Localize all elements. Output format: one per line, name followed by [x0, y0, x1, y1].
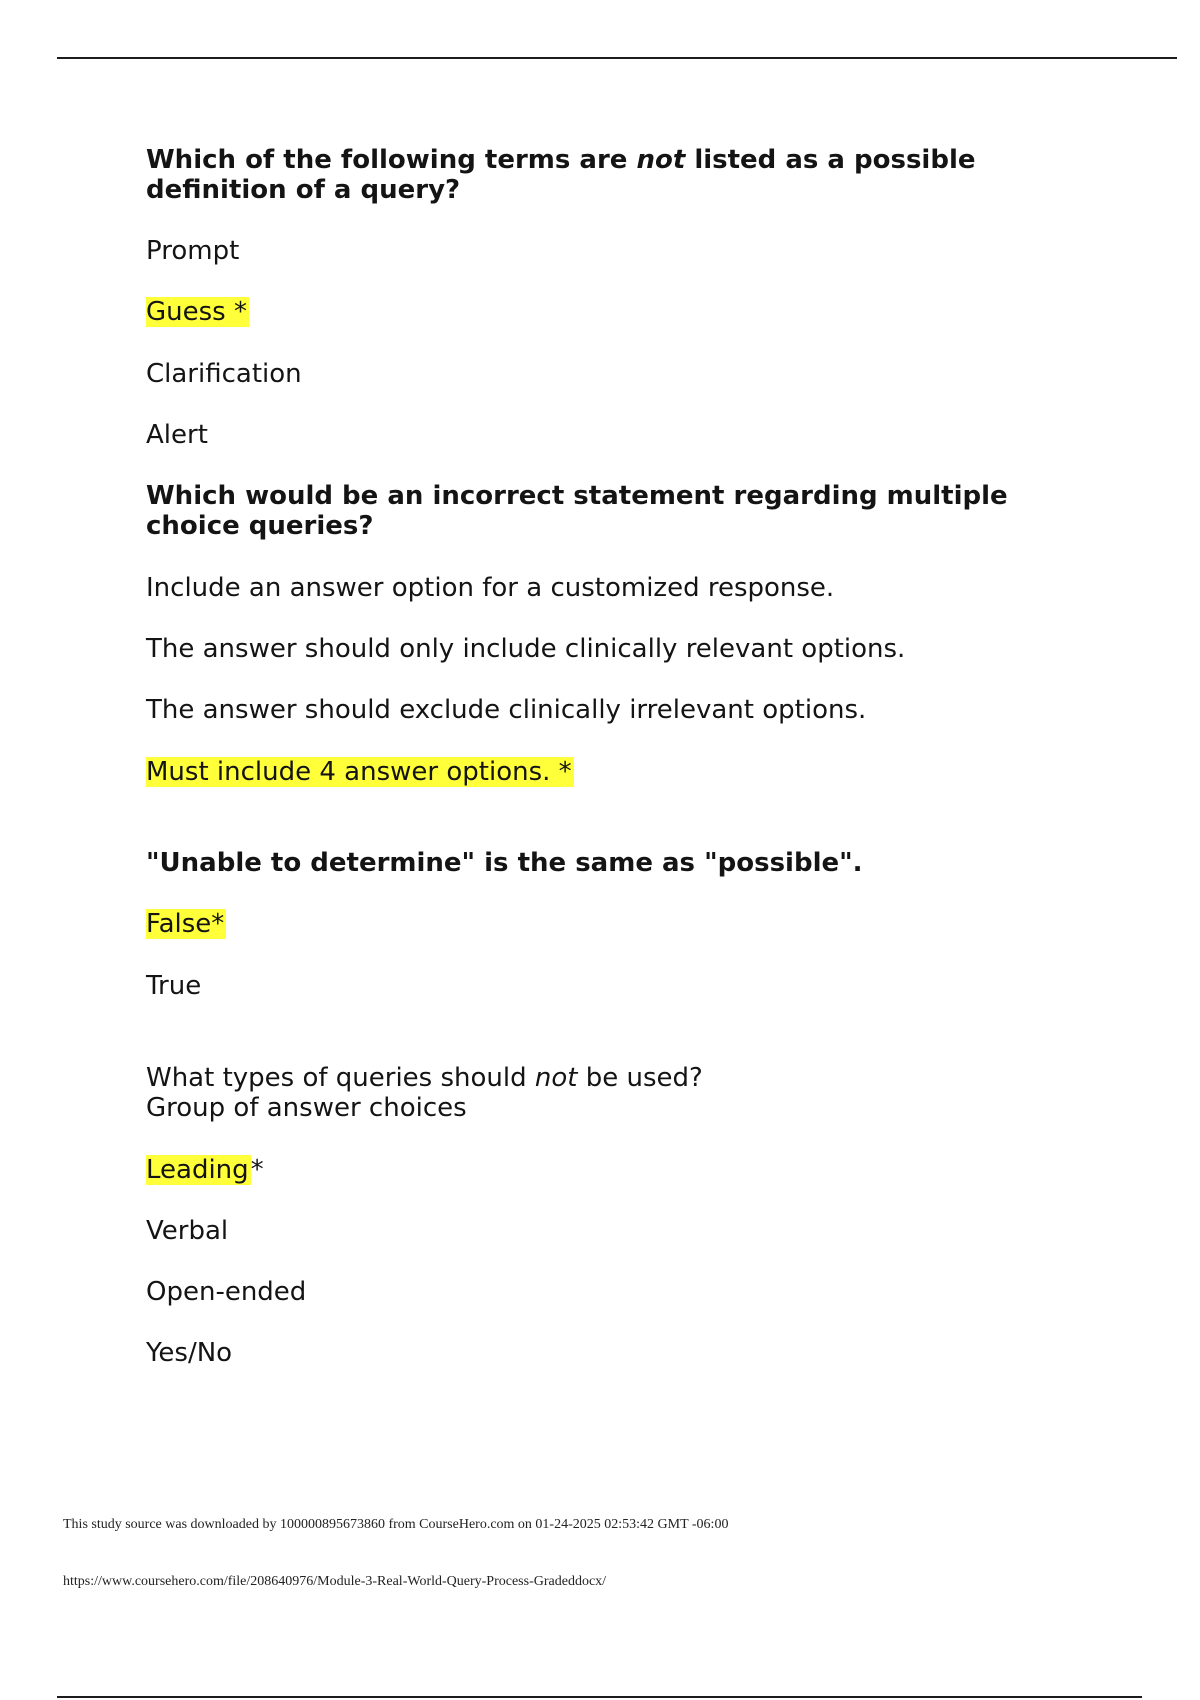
- question-2-option-3: The answer should exclude clinically irrelevant options.: [146, 695, 867, 725]
- question-1-option-4: Alert: [146, 420, 208, 450]
- question-3-prompt: "Unable to determine" is the same as "possible".: [146, 848, 863, 878]
- question-4-option-3: Open-ended: [146, 1277, 307, 1307]
- question-2-prompt: Which would be an incorrect statement regarding multiple choice queries?: [146, 481, 1008, 541]
- question-2-option-2: The answer should only include clinically relevant options.: [146, 634, 906, 664]
- answer-highlight: Leading: [146, 1155, 249, 1185]
- answer-highlight: Guess *: [146, 297, 247, 327]
- question-3-option-1: [146, 909, 226, 939]
- bottom-rule: [57, 1696, 1142, 1698]
- download-notice: This study source was downloaded by 100000895673860 from CourseHero.com on 01-24-2025 02:53:42 GMT -06:00: [63, 1517, 729, 1532]
- question-2-option-1: Include an answer option for a customized response.: [146, 573, 835, 603]
- question-1-emphasis: not: [636, 145, 686, 175]
- question-4-option-4: Yes/No: [146, 1338, 233, 1368]
- question-3-option-2: True: [146, 971, 202, 1001]
- question-4-option-2: Verbal: [146, 1216, 229, 1246]
- question-1-option-2: [146, 297, 249, 327]
- top-rule: [57, 57, 1177, 59]
- answer-highlight: Must include 4 answer options. *: [146, 757, 572, 787]
- question-1-prompt: Which of the following terms are not listed as a possible definition of a query?: [146, 145, 976, 205]
- question-4-prompt: What types of queries should not be used? Group of answer choices: [146, 1063, 703, 1123]
- answer-highlight: False*: [146, 909, 225, 939]
- question-1-option-3: Clarification: [146, 359, 302, 389]
- question-1-option-1: Prompt: [146, 236, 240, 266]
- source-url: https://www.coursehero.com/file/208640976/Module-3-Real-World-Query-Process-Gradeddocx/: [63, 1574, 607, 1589]
- question-2-option-4: [146, 757, 574, 787]
- question-4-option-1: Leading*: [146, 1155, 264, 1185]
- question-4-emphasis: not: [534, 1063, 578, 1093]
